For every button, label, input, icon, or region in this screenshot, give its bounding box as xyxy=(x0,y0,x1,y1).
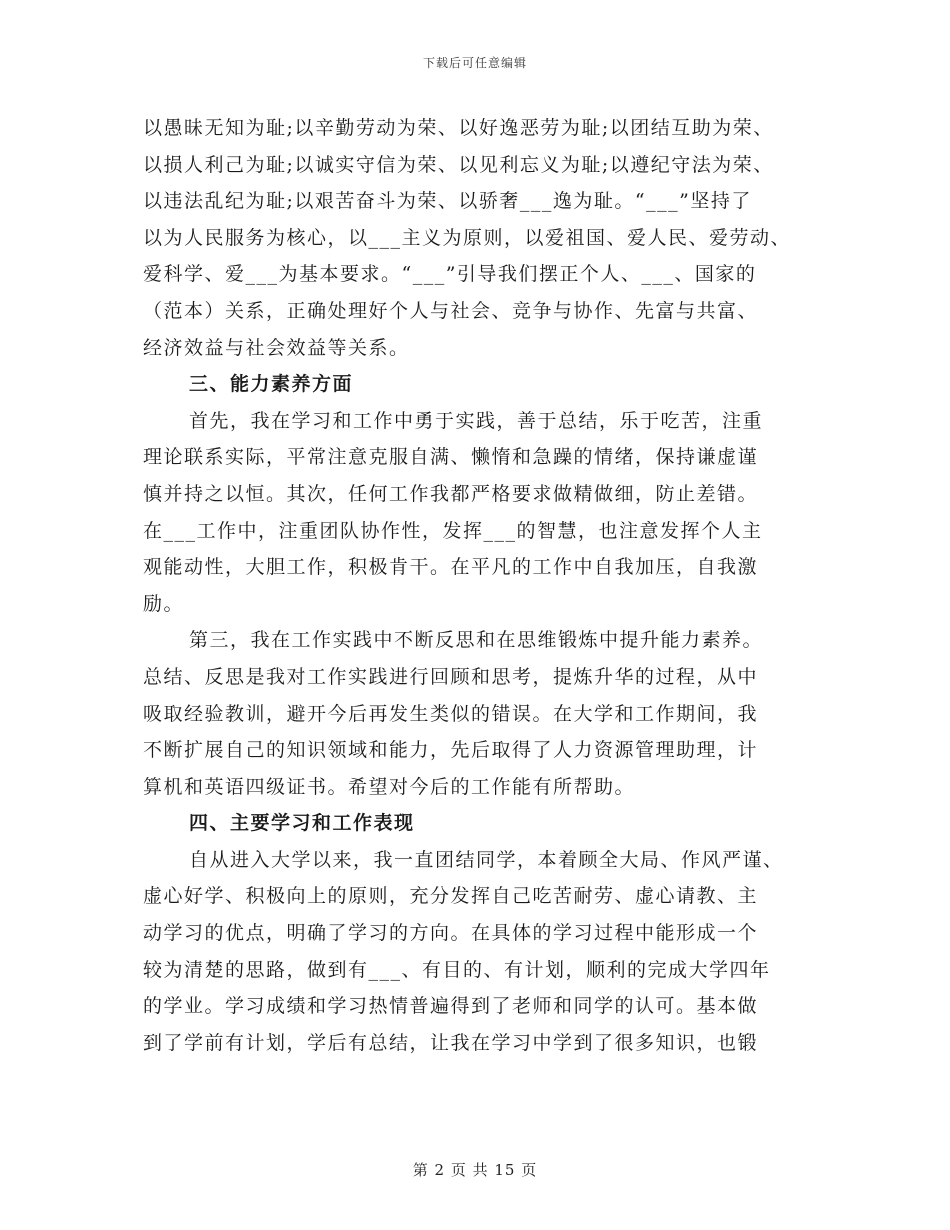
text-line: 不断扩展自己的知识领域和能力，先后取得了人力资源管理助理，计 xyxy=(143,739,759,762)
paragraph-start: 第三，我在工作实践中不断反思和在思维锻炼中提升能力素养。 xyxy=(189,629,764,652)
paragraph-start: 首先，我在学习和工作中勇于实践，善于总结，乐于吃苦，注重 xyxy=(189,409,764,432)
text-line: 到了学前有计划，学后有总结，让我在学习中学到了很多知识，也锻 xyxy=(143,1031,759,1054)
text-line: 总结、反思是我对工作实践进行回顾和思考，提炼升华的过程，从中 xyxy=(143,665,759,688)
text-line: 虚心好学、积极向上的原则，充分发挥自己吃苦耐劳、虚心请教、主 xyxy=(143,885,759,908)
text-line: 吸取经验教训，避开今后再发生类似的错误。在大学和工作期间，我 xyxy=(143,702,759,725)
text-line: 慎并持之以恒。其次，任何工作我都严格要求做精做细，防止差错。 xyxy=(143,482,759,505)
text-line: 理论联系实际，平常注意克服自满、懒惰和急躁的情绪，保持谦虚谨 xyxy=(143,446,759,469)
page-number-footer: 第 2 页 共 15 页 xyxy=(412,1161,538,1179)
text-line: 的学业。学习成绩和学习热情普遍得到了老师和同学的认可。基本做 xyxy=(143,995,759,1018)
section-heading-ability: 三、能力素养方面 xyxy=(189,373,354,396)
text-line: 动学习的优点，明确了学习的方向。在具体的学习过程中能形成一个 xyxy=(143,922,759,945)
text-line: 以损人利己为耻;以诚实守信为荣、以见利忘义为耻;以遵纪守法为荣、 xyxy=(143,153,774,176)
text-line: 较为清楚的思路，做到有___、有目的、有计划，顺利的完成大学四年 xyxy=(143,958,771,981)
document-body xyxy=(143,110,823,1061)
section-heading-performance: 四、主要学习和工作表现 xyxy=(189,812,415,835)
text-line: 在___工作中，注重团队协作性，发挥___的智慧，也注意发挥个人主 xyxy=(143,519,763,542)
text-line: （范本）关系，正确处理好个人与社会、竞争与协作、先富与共富、 xyxy=(143,299,759,322)
text-line: 以为人民服务为核心，以___主义为原则，以爱祖国、爱人民、爱劳动、 xyxy=(143,226,792,249)
text-line: 励。 xyxy=(143,592,185,615)
text-line: 经济效益与社会效益等关系。 xyxy=(143,336,410,359)
text-line: 以愚昧无知为耻;以辛勤劳动为荣、以好逸恶劳为耻;以团结互助为荣、 xyxy=(143,117,774,139)
text-line: 算机和英语四级证书。希望对今后的工作能有所帮助。 xyxy=(143,775,636,798)
text-line: 观能动性，大胆工作，积极肯干。在平凡的工作中自我加压，自我激 xyxy=(143,556,759,579)
paragraph-start: 自从进入大学以来，我一直团结同学，本着顾全大局、作风严谨、 xyxy=(189,848,784,871)
page-header: 下载后可任意编辑 xyxy=(422,56,527,70)
text-line: 爱科学、爱___为基本要求。“___”引导我们摆正个人、___、国家的 xyxy=(143,263,757,286)
text-line: 以违法乱纪为耻;以艰苦奋斗为荣、以骄奢___逸为耻。“___”坚持了 xyxy=(143,190,752,213)
